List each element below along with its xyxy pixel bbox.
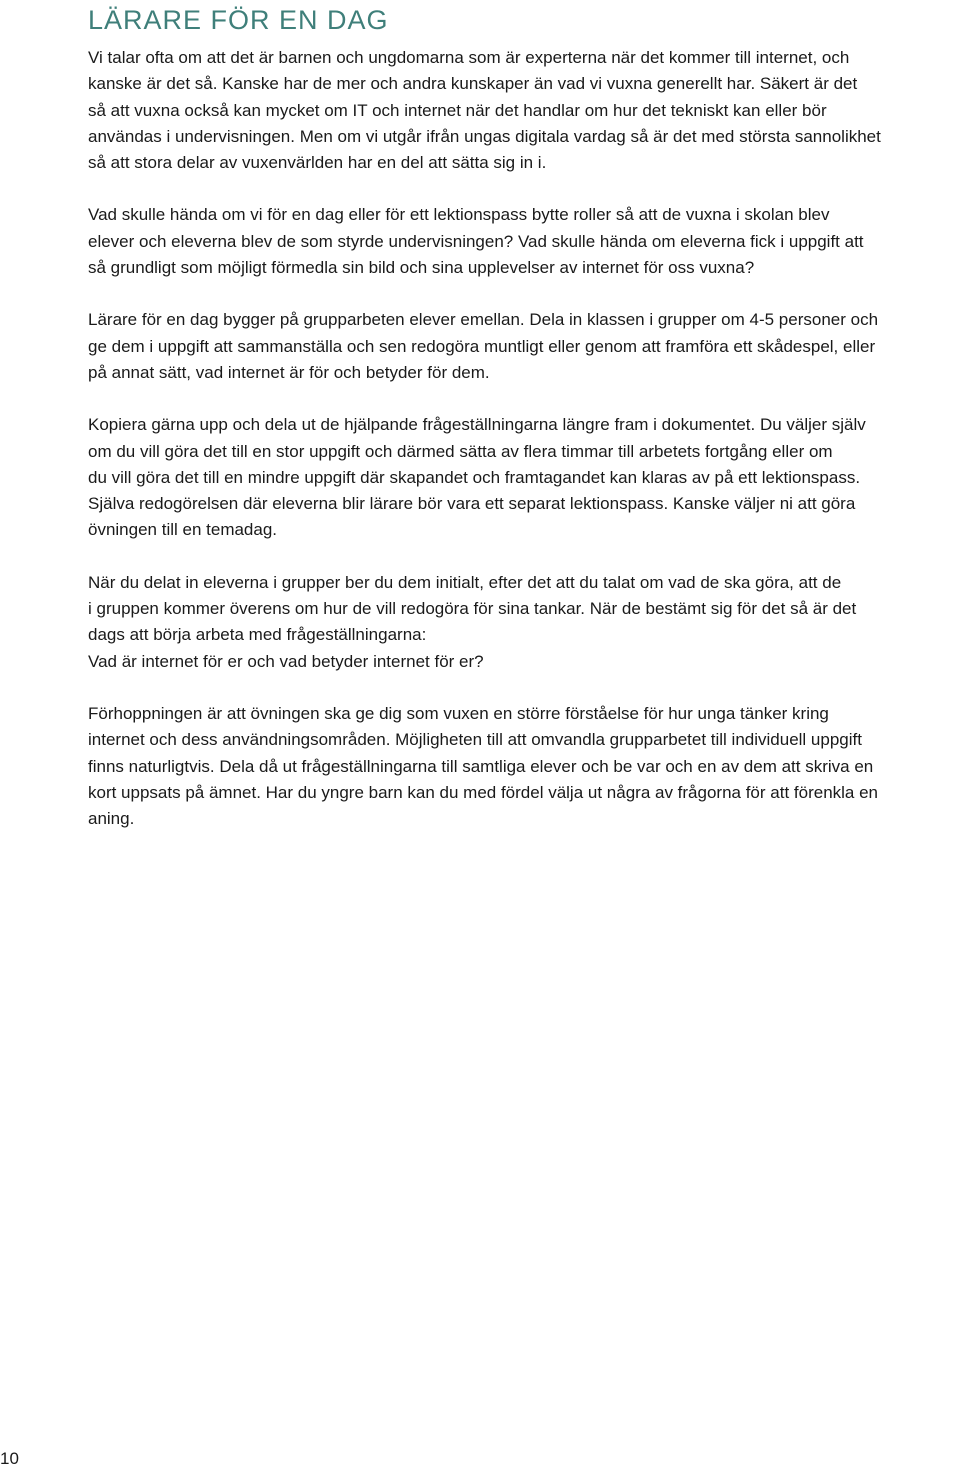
text-line: i gruppen kommer överens om hur de vill redogöra för sina tankar. När de bestämt sig för det så är det: [88, 599, 857, 619]
paragraph: [88, 45, 960, 176]
paragraph: [88, 307, 960, 386]
text-line: Vad är internet för er och vad betyder internet för er?: [88, 651, 484, 671]
text-line: så grundligt som möjligt förmedla sin bild och sina upplevelser av internet för oss vuxna?: [88, 258, 755, 278]
text-line: så att vuxna också kan mycket om IT och internet när det handlar om hur det tekniskt kan eller bör: [88, 100, 827, 120]
page-title: LÄRARE FÖR EN DAG: [88, 5, 389, 35]
text-line: När du delat in eleverna i grupper ber du dem initialt, efter det att du talat om vad de ska göra, att de: [88, 572, 842, 592]
text-line: Kopiera gärna upp och dela ut de hjälpande frågeställningarna längre fram i dokumentet. Du väljer själv: [88, 415, 866, 435]
text-line: kort uppsats på ämnet. Har du yngre barn kan du med fördel välja ut några av frågorna för att förenkla en: [88, 782, 879, 802]
text-line: på annat sätt, vad internet är för och betyder för dem.: [88, 362, 490, 382]
text-line: dags att börja arbeta med frågeställningarna:: [88, 625, 427, 645]
text-line: du vill göra det till en mindre uppgift där skapandet och framtagandet kan klaras av på ett lektionspass.: [88, 467, 861, 487]
text-line: Själva redogörelsen där eleverna blir lärare bör vara ett separat lektionspass. Kanske väljer ni att göra: [88, 494, 856, 514]
text-line: Vad skulle hända om vi för en dag eller för ett lektionspass bytte roller så att de vuxna i skolan blev: [88, 205, 830, 225]
body-text: [88, 45, 960, 858]
text-line: finns naturligtvis. Dela då ut frågeställningarna till samtliga elever och be var och en av dem att skriva en: [88, 756, 874, 776]
paragraph: [88, 701, 960, 832]
paragraph: [88, 412, 960, 543]
text-line: kanske är det så. Kanske har de mer och andra kunskaper än vad vi vuxna generellt har. Säkert är det: [88, 74, 858, 94]
text-line: om du vill göra det till en stor uppgift och därmed sätta av flera timmar till arbetets fortgång eller om: [88, 441, 833, 461]
text-line: Förhoppningen är att övningen ska ge dig som vuxen en större förståelse för hur unga tänker kring: [88, 703, 829, 723]
paragraph: [88, 570, 960, 675]
text-line: övningen till en temadag.: [88, 520, 278, 540]
text-line: internet och dess användningsområden. Möjligheten till att omvandla grupparbetet till individuell uppgift: [88, 730, 862, 750]
text-line: Vi talar ofta om att det är barnen och ungdomarna som är experterna när det kommer till internet, och: [88, 48, 850, 67]
text-line: så att stora delar av vuxenvärlden har en del att sätta sig in i.: [88, 153, 547, 173]
text-line: användas i undervisningen. Men om vi utgår ifrån ungas digitala vardag så är det med största sannolikhet: [88, 126, 881, 146]
text-line: elever och eleverna blev de som styrde undervisningen? Vad skulle hända om eleverna fick i uppgift att: [88, 231, 864, 251]
paragraph: [88, 202, 960, 281]
page-number: 10: [0, 1449, 19, 1468]
text-line: ge dem i uppgift att sammanställa och sen redogöra muntligt eller genom att framföra ett skådespel, eller: [88, 336, 876, 356]
text-line: aning.: [88, 809, 135, 829]
text-line: Lärare för en dag bygger på grupparbeten elever emellan. Dela in klassen i grupper om 4-5 personer och: [88, 310, 879, 330]
